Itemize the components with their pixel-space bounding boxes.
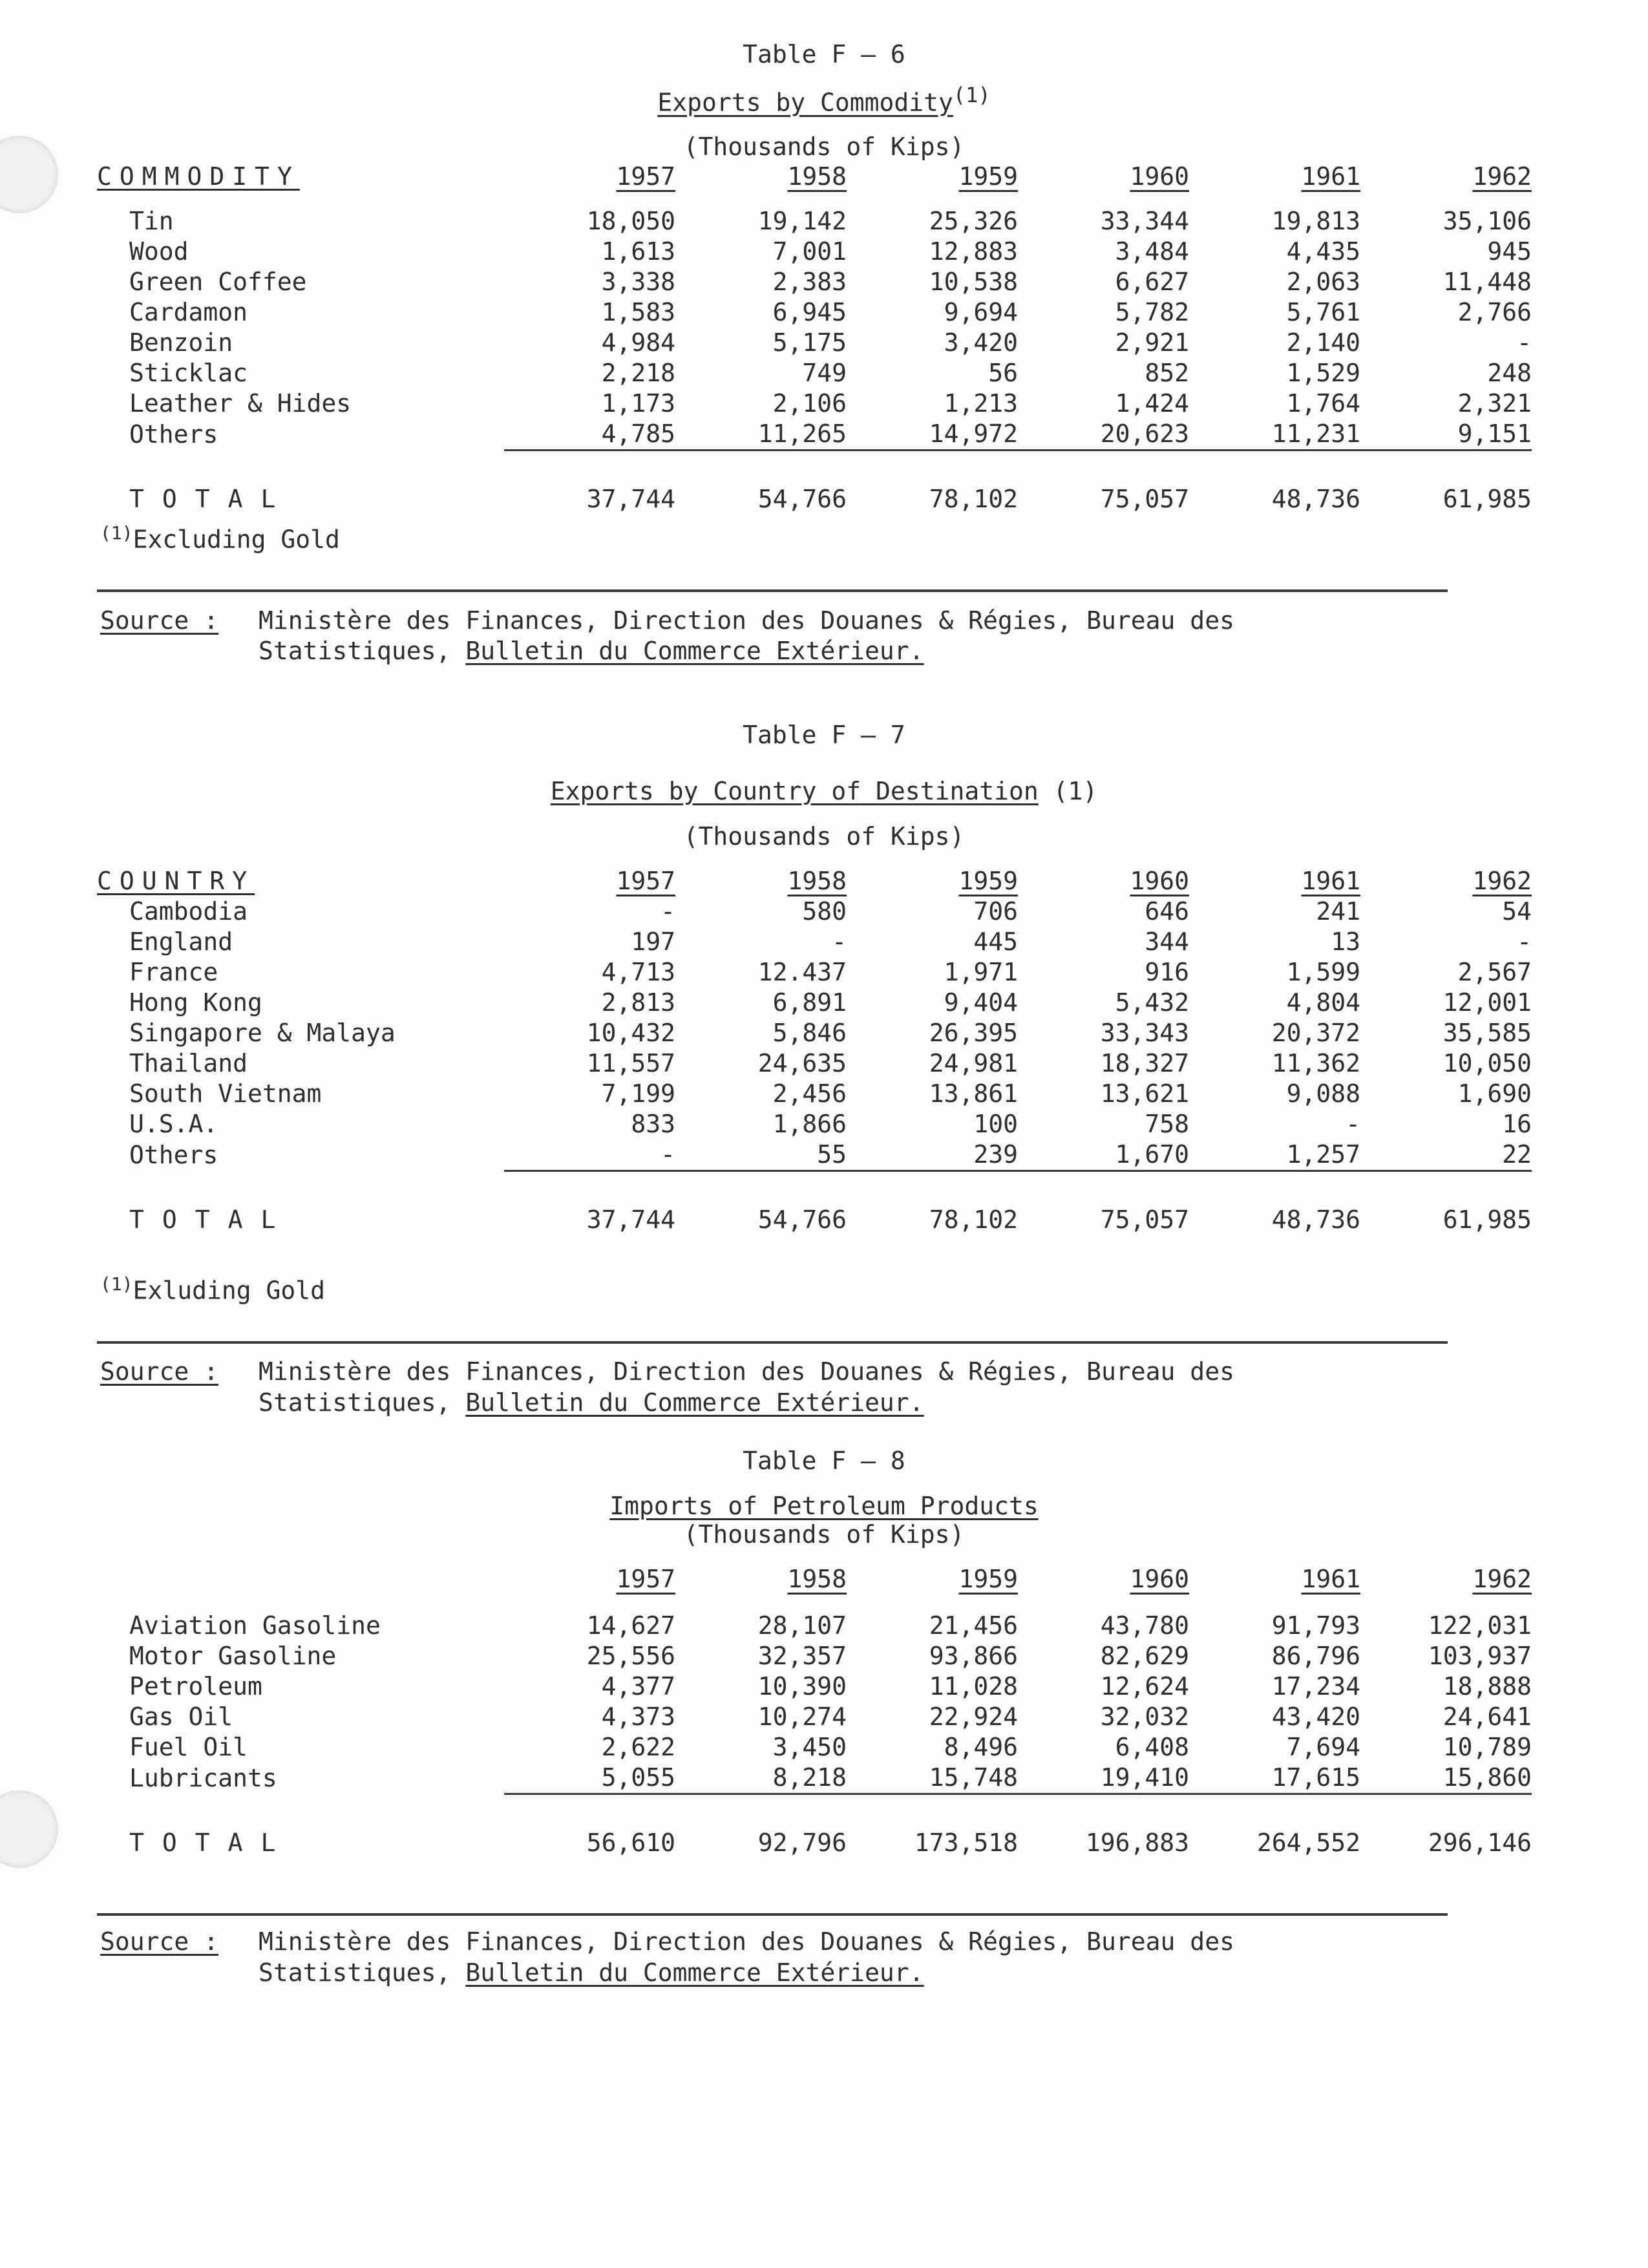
year-header: 1962 bbox=[1472, 162, 1532, 191]
year-header: 1962 bbox=[1472, 1565, 1532, 1593]
cell-value: 10,432 bbox=[586, 1019, 675, 1047]
table-f6-subtitle: Exports by Commodity$^{(1)}$ bbox=[657, 83, 991, 117]
cell-value: 11,557 bbox=[586, 1049, 675, 1077]
cell-value: 1,583 bbox=[601, 298, 675, 326]
row-label: Leather & Hides bbox=[129, 389, 352, 418]
year-header: 1959 bbox=[958, 867, 1018, 895]
cell-value: 4,435 bbox=[1286, 237, 1360, 266]
table-row bbox=[97, 328, 1532, 358]
cell-value: 758 bbox=[1145, 1110, 1189, 1138]
cell-value: 35,106 bbox=[1442, 207, 1532, 235]
cell-value: 6,408 bbox=[1115, 1733, 1189, 1761]
table-header-row bbox=[97, 162, 1532, 192]
cell-value: 3,420 bbox=[944, 328, 1018, 357]
year-header: 1957 bbox=[616, 162, 675, 191]
cell-value: 20,372 bbox=[1271, 1019, 1360, 1047]
total-value: 78,102 bbox=[929, 1205, 1018, 1234]
year-header: 1960 bbox=[1130, 162, 1189, 191]
cell-value: 7,694 bbox=[1286, 1733, 1360, 1761]
cell-value: 5,761 bbox=[1286, 298, 1360, 326]
cell-value: 248 bbox=[1487, 359, 1532, 387]
cell-value: 9,404 bbox=[944, 988, 1018, 1017]
table-f8 bbox=[97, 1564, 1532, 1861]
table-f8-title: Table F — 8 bbox=[743, 1447, 905, 1475]
cell-value: 2,321 bbox=[1457, 389, 1532, 418]
table-f6 bbox=[97, 162, 1532, 517]
year-header: 1959 bbox=[958, 162, 1018, 191]
cell-value: 11,362 bbox=[1271, 1049, 1360, 1077]
cell-value: 2,921 bbox=[1115, 328, 1189, 357]
cell-value: 8,218 bbox=[772, 1763, 847, 1792]
cell-value: 2,383 bbox=[772, 268, 847, 296]
total-value: 75,057 bbox=[1100, 485, 1189, 513]
cell-value: - bbox=[1517, 328, 1532, 357]
table-f8-units: (Thousands of Kips) bbox=[683, 1520, 965, 1549]
cell-value: 580 bbox=[802, 897, 847, 926]
cell-value: - bbox=[1517, 927, 1532, 956]
cell-value: 20,623 bbox=[1100, 419, 1189, 448]
table-row bbox=[97, 1732, 1532, 1763]
table-row bbox=[97, 1139, 1532, 1171]
year-header: 1961 bbox=[1301, 1565, 1360, 1593]
row-label: Thailand bbox=[129, 1049, 248, 1077]
table-row bbox=[97, 388, 1532, 419]
cell-value: 35,585 bbox=[1442, 1019, 1532, 1047]
row-label: France bbox=[129, 958, 218, 986]
punch-hole bbox=[0, 136, 58, 213]
cell-value: 103,937 bbox=[1428, 1642, 1532, 1670]
table-row bbox=[97, 1671, 1532, 1702]
row-label: England bbox=[129, 927, 233, 956]
cell-value: 241 bbox=[1316, 897, 1360, 926]
cell-value: 1,257 bbox=[1286, 1140, 1360, 1169]
row-label: Gas Oil bbox=[129, 1702, 233, 1731]
table-f6-source-line2: Statistiques, Bulletin du Commerce Extérieur. bbox=[259, 637, 924, 665]
cell-value: 16 bbox=[1502, 1110, 1532, 1138]
total-row bbox=[97, 1202, 1532, 1238]
table-row bbox=[97, 1109, 1532, 1139]
row-label: Wood bbox=[129, 237, 189, 266]
cell-value: - bbox=[832, 927, 847, 956]
cell-value: 749 bbox=[802, 359, 847, 387]
table-row bbox=[97, 206, 1532, 237]
row-label: Tin bbox=[129, 207, 174, 235]
cell-value: 1,971 bbox=[944, 958, 1018, 986]
cell-value: 13 bbox=[1331, 927, 1360, 956]
total-label: TOTAL bbox=[129, 485, 294, 513]
year-header: 1960 bbox=[1130, 1565, 1189, 1593]
total-label: TOTAL bbox=[129, 1205, 294, 1234]
cell-value: 2,813 bbox=[601, 988, 675, 1017]
cell-value: 4,713 bbox=[601, 958, 675, 986]
total-value: 75,057 bbox=[1100, 1205, 1189, 1234]
cell-value: 4,373 bbox=[601, 1702, 675, 1731]
column-label: COMMODITY bbox=[97, 162, 300, 191]
total-value: 48,736 bbox=[1271, 485, 1360, 513]
table-f8-source: Source : bbox=[100, 1927, 219, 1956]
cell-value: 1,424 bbox=[1115, 389, 1189, 418]
cell-value: 11,448 bbox=[1442, 268, 1532, 296]
table-f7-source-line2: Statistiques, Bulletin du Commerce Extérieur. bbox=[259, 1388, 924, 1417]
cell-value: 6,627 bbox=[1115, 268, 1189, 296]
table-header-row bbox=[97, 1564, 1532, 1595]
year-header: 1961 bbox=[1301, 162, 1360, 191]
cell-value: 14,627 bbox=[586, 1611, 675, 1640]
table-row bbox=[97, 1611, 1532, 1641]
table-row bbox=[97, 927, 1532, 957]
cell-value: 852 bbox=[1145, 359, 1189, 387]
year-header: 1958 bbox=[787, 162, 847, 191]
row-label: Hong Kong bbox=[129, 988, 262, 1017]
cell-value: 18,050 bbox=[586, 207, 675, 235]
cell-value: 122,031 bbox=[1428, 1611, 1532, 1640]
cell-value: 10,538 bbox=[929, 268, 1018, 296]
cell-value: 5,846 bbox=[772, 1019, 847, 1047]
year-header: 1962 bbox=[1472, 867, 1532, 895]
cell-value: 2,456 bbox=[772, 1079, 847, 1108]
divider bbox=[97, 589, 1448, 592]
row-label: Sticklac bbox=[129, 359, 248, 387]
table-row bbox=[97, 358, 1532, 388]
cell-value: 33,343 bbox=[1100, 1019, 1189, 1047]
cell-value: 3,450 bbox=[772, 1733, 847, 1761]
cell-value: 13,621 bbox=[1100, 1079, 1189, 1108]
year-header: 1957 bbox=[616, 867, 675, 895]
cell-value: 2,140 bbox=[1286, 328, 1360, 357]
cell-value: 25,326 bbox=[929, 207, 1018, 235]
cell-value: 1,213 bbox=[944, 389, 1018, 418]
cell-value: 14,972 bbox=[929, 419, 1018, 448]
table-row bbox=[97, 297, 1532, 328]
punch-hole bbox=[0, 1790, 58, 1868]
cell-value: 11,265 bbox=[757, 419, 847, 448]
cell-value: 8,496 bbox=[944, 1733, 1018, 1761]
cell-value: 17,615 bbox=[1271, 1763, 1360, 1792]
table-row bbox=[97, 1079, 1532, 1109]
cell-value: 2,218 bbox=[601, 359, 675, 387]
row-label: Fuel Oil bbox=[129, 1733, 248, 1761]
cell-value: 4,377 bbox=[601, 1672, 675, 1701]
row-label: Others bbox=[129, 1140, 218, 1169]
total-value: 48,736 bbox=[1271, 1205, 1360, 1234]
cell-value: 5,782 bbox=[1115, 298, 1189, 326]
cell-value: 82,629 bbox=[1100, 1642, 1189, 1670]
total-value: 92,796 bbox=[757, 1828, 847, 1857]
cell-value: 17,234 bbox=[1271, 1672, 1360, 1701]
cell-value: 21,456 bbox=[929, 1611, 1018, 1640]
cell-value: 2,567 bbox=[1457, 958, 1532, 986]
year-header: 1959 bbox=[958, 1565, 1018, 1593]
table-f6-title: Table F — 6 bbox=[743, 40, 905, 69]
total-row bbox=[97, 482, 1532, 517]
row-label: Others bbox=[129, 419, 218, 449]
cell-value: 1,690 bbox=[1457, 1079, 1532, 1108]
table-row bbox=[97, 237, 1532, 267]
row-label: South Vietnam bbox=[129, 1079, 322, 1108]
cell-value: 10,050 bbox=[1442, 1049, 1532, 1077]
table-f6-source: Source : bbox=[100, 606, 219, 635]
cell-value: 3,338 bbox=[601, 268, 675, 296]
table-row bbox=[97, 1702, 1532, 1732]
year-header: 1958 bbox=[787, 1565, 847, 1593]
cell-value: 1,599 bbox=[1286, 958, 1360, 986]
cell-value: 1,173 bbox=[601, 389, 675, 418]
table-f8-source-line1: Ministère des Finances, Direction des Douanes & Régies, Bureau des bbox=[259, 1927, 1234, 1956]
total-value: 37,744 bbox=[586, 1205, 675, 1234]
cell-value: 10,789 bbox=[1442, 1733, 1532, 1761]
cell-value: 43,420 bbox=[1271, 1702, 1360, 1731]
cell-value: 9,151 bbox=[1457, 419, 1532, 448]
cell-value: 646 bbox=[1145, 897, 1189, 926]
cell-value: 445 bbox=[973, 927, 1018, 956]
divider bbox=[97, 1913, 1448, 1916]
year-header: 1960 bbox=[1130, 867, 1189, 895]
cell-value: 54 bbox=[1502, 897, 1532, 926]
table-f7-source: Source : bbox=[100, 1357, 219, 1386]
total-value: 78,102 bbox=[929, 485, 1018, 513]
row-label: Aviation Gasoline bbox=[129, 1611, 381, 1640]
cell-value: - bbox=[660, 1140, 675, 1169]
cell-value: 55 bbox=[817, 1140, 847, 1169]
total-label: TOTAL bbox=[129, 1828, 294, 1857]
table-f7-source-line1: Ministère des Finances, Direction des Douanes & Régies, Bureau des bbox=[259, 1357, 1234, 1386]
cell-value: 5,055 bbox=[601, 1763, 675, 1792]
cell-value: 19,142 bbox=[757, 207, 847, 235]
cell-value: 24,641 bbox=[1442, 1702, 1532, 1731]
cell-value: 56 bbox=[988, 359, 1018, 387]
cell-value: 12,001 bbox=[1442, 988, 1532, 1017]
row-label: Cardamon bbox=[129, 298, 248, 326]
cell-value: 7,001 bbox=[772, 237, 847, 266]
cell-value: 1,866 bbox=[772, 1110, 847, 1138]
total-value: 173,518 bbox=[914, 1828, 1018, 1857]
cell-value: 43,780 bbox=[1100, 1611, 1189, 1640]
cell-value: 10,390 bbox=[757, 1672, 847, 1701]
total-value: 54,766 bbox=[757, 485, 847, 513]
total-value: 296,146 bbox=[1428, 1828, 1532, 1857]
total-value: 61,985 bbox=[1442, 485, 1532, 513]
cell-value: 4,785 bbox=[601, 419, 675, 448]
cell-value: 6,945 bbox=[772, 298, 847, 326]
cell-value: 32,357 bbox=[757, 1642, 847, 1670]
cell-value: 4,984 bbox=[601, 328, 675, 357]
row-label: Singapore & Malaya bbox=[129, 1019, 396, 1047]
cell-value: 2,106 bbox=[772, 389, 847, 418]
cell-value: 15,748 bbox=[929, 1763, 1018, 1792]
cell-value: - bbox=[1346, 1110, 1360, 1138]
cell-value: - bbox=[660, 897, 675, 926]
cell-value: 9,088 bbox=[1286, 1079, 1360, 1108]
year-header: 1958 bbox=[787, 867, 847, 895]
year-header: 1961 bbox=[1301, 867, 1360, 895]
table-row bbox=[97, 1048, 1532, 1079]
cell-value: 5,432 bbox=[1115, 988, 1189, 1017]
cell-value: 5,175 bbox=[772, 328, 847, 357]
cell-value: 33,344 bbox=[1100, 207, 1189, 235]
total-value: 61,985 bbox=[1442, 1205, 1532, 1234]
table-f7-title: Table F — 7 bbox=[743, 721, 905, 749]
cell-value: 19,813 bbox=[1271, 207, 1360, 235]
cell-value: 2,063 bbox=[1286, 268, 1360, 296]
cell-value: 12,883 bbox=[929, 237, 1018, 266]
table-row bbox=[97, 957, 1532, 988]
table-f7 bbox=[97, 866, 1532, 1238]
cell-value: 32,032 bbox=[1100, 1702, 1189, 1731]
cell-value: 26,395 bbox=[929, 1019, 1018, 1047]
cell-value: 4,804 bbox=[1286, 988, 1360, 1017]
total-value: 37,744 bbox=[586, 485, 675, 513]
cell-value: 12,624 bbox=[1100, 1672, 1189, 1701]
cell-value: 93,866 bbox=[929, 1642, 1018, 1670]
cell-value: 24,635 bbox=[757, 1049, 847, 1077]
row-label: U.S.A. bbox=[129, 1110, 218, 1138]
table-f7-subtitle: Exports by Country of Destination (1) bbox=[550, 777, 1098, 805]
table-row bbox=[97, 988, 1532, 1018]
total-value: 54,766 bbox=[757, 1205, 847, 1234]
cell-value: 9,694 bbox=[944, 298, 1018, 326]
table-f7-footnote: $^{(1)}$Exluding Gold bbox=[100, 1273, 325, 1305]
table-row bbox=[97, 419, 1532, 450]
table-f8-source-line2: Statistiques, Bulletin du Commerce Extérieur. bbox=[259, 1958, 924, 1987]
cell-value: 15,860 bbox=[1442, 1763, 1532, 1792]
cell-value: 25,556 bbox=[586, 1642, 675, 1670]
table-f6-footnote: $^{(1)}$Excluding Gold bbox=[100, 522, 340, 554]
cell-value: 945 bbox=[1487, 237, 1532, 266]
table-row bbox=[97, 1641, 1532, 1671]
cell-value: 18,888 bbox=[1442, 1672, 1532, 1701]
total-value: 56,610 bbox=[586, 1828, 675, 1857]
cell-value: 22 bbox=[1502, 1140, 1532, 1169]
cell-value: 197 bbox=[631, 927, 675, 956]
cell-value: 10,274 bbox=[757, 1702, 847, 1731]
cell-value: 1,764 bbox=[1286, 389, 1360, 418]
cell-value: 7,199 bbox=[601, 1079, 675, 1108]
total-row bbox=[97, 1825, 1532, 1861]
cell-value: 11,028 bbox=[929, 1672, 1018, 1701]
table-f6-units: (Thousands of Kips) bbox=[683, 132, 965, 161]
cell-value: 28,107 bbox=[757, 1611, 847, 1640]
cell-value: 18,327 bbox=[1100, 1049, 1189, 1077]
cell-value: 706 bbox=[973, 897, 1018, 926]
cell-value: 2,766 bbox=[1457, 298, 1532, 326]
cell-value: 1,670 bbox=[1115, 1140, 1189, 1169]
cell-value: 13,861 bbox=[929, 1079, 1018, 1108]
divider bbox=[97, 1341, 1448, 1344]
cell-value: 24,981 bbox=[929, 1049, 1018, 1077]
table-f6-source-line1: Ministère des Finances, Direction des Douanes & Régies, Bureau des bbox=[259, 606, 1234, 635]
table-row bbox=[97, 896, 1532, 927]
cell-value: 3,484 bbox=[1115, 237, 1189, 266]
row-label: Lubricants bbox=[129, 1763, 277, 1792]
cell-value: 2,622 bbox=[601, 1733, 675, 1761]
cell-value: 1,613 bbox=[601, 237, 675, 266]
cell-value: 86,796 bbox=[1271, 1642, 1360, 1670]
row-label: Motor Gasoline bbox=[129, 1642, 337, 1670]
table-header-row bbox=[97, 866, 1532, 896]
table-row bbox=[97, 1763, 1532, 1794]
cell-value: 12.437 bbox=[757, 958, 847, 986]
total-value: 264,552 bbox=[1256, 1828, 1360, 1857]
cell-value: 100 bbox=[973, 1110, 1018, 1138]
table-f8-subtitle: Imports of Petroleum Products bbox=[609, 1492, 1039, 1520]
table-f7-units: (Thousands of Kips) bbox=[683, 822, 965, 851]
row-label: Petroleum bbox=[129, 1672, 262, 1701]
row-label: Green Coffee bbox=[129, 268, 307, 296]
table-row bbox=[97, 267, 1532, 297]
cell-value: 239 bbox=[973, 1140, 1018, 1169]
cell-value: 916 bbox=[1145, 958, 1189, 986]
cell-value: 22,924 bbox=[929, 1702, 1018, 1731]
cell-value: 11,231 bbox=[1271, 419, 1360, 448]
cell-value: 344 bbox=[1145, 927, 1189, 956]
year-header: 1957 bbox=[616, 1565, 675, 1593]
cell-value: 19,410 bbox=[1100, 1763, 1189, 1792]
cell-value: 833 bbox=[631, 1110, 675, 1138]
total-value: 196,883 bbox=[1085, 1828, 1189, 1857]
cell-value: 1,529 bbox=[1286, 359, 1360, 387]
row-label: Cambodia bbox=[129, 897, 248, 926]
column-label: COUNTRY bbox=[97, 867, 255, 895]
row-label: Benzoin bbox=[129, 328, 233, 357]
cell-value: 6,891 bbox=[772, 988, 847, 1017]
cell-value: 91,793 bbox=[1271, 1611, 1360, 1640]
table-row bbox=[97, 1018, 1532, 1048]
